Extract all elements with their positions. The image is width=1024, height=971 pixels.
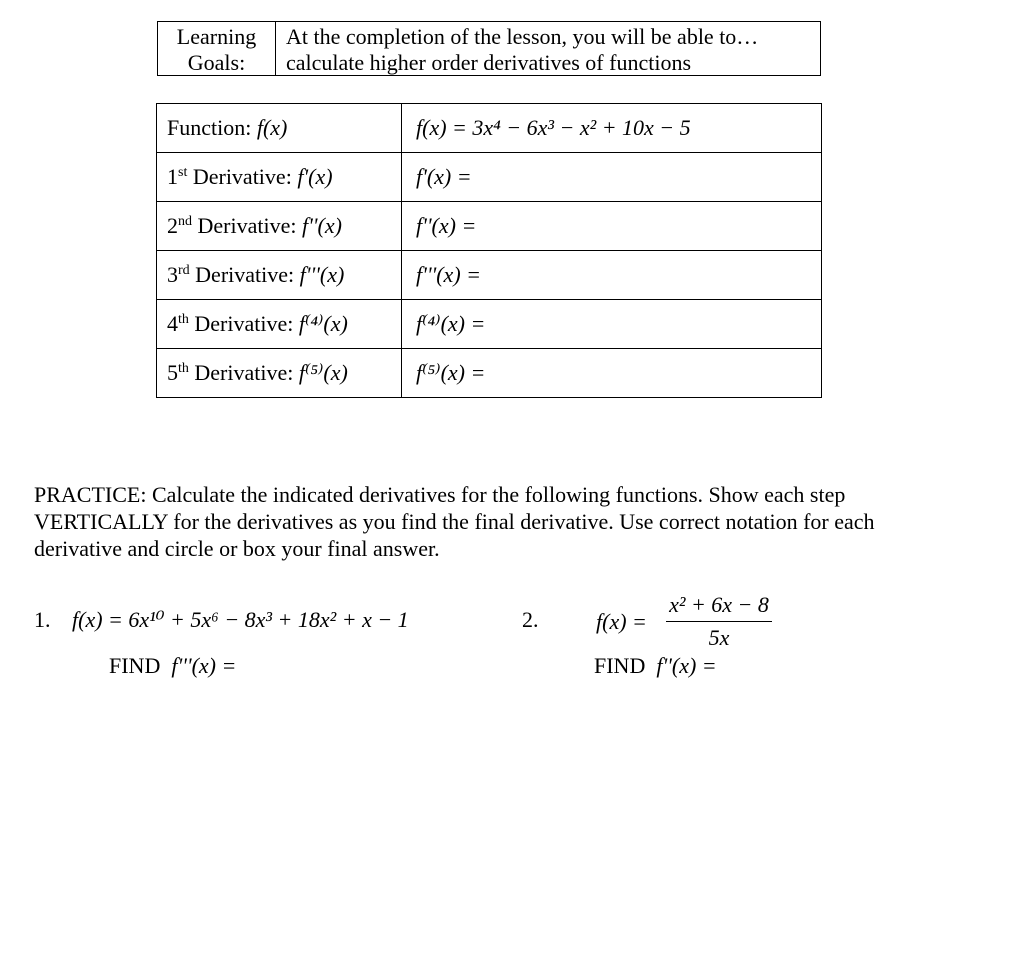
row-label xyxy=(157,251,402,300)
order-number: 2 xyxy=(167,213,178,238)
problem-1-number: 1. xyxy=(34,607,51,632)
order-label: Derivative: xyxy=(187,164,298,189)
order-label: Derivative: xyxy=(189,262,300,287)
table-row xyxy=(157,202,822,251)
problem-2-function-lhs: f(x) = xyxy=(596,609,647,634)
notation: f(x) xyxy=(256,115,288,140)
table-row xyxy=(157,300,822,349)
learning-goals-text xyxy=(276,22,820,75)
row-label xyxy=(157,300,402,349)
problem-2-fraction xyxy=(666,592,772,651)
find-expression: f'''(x) = xyxy=(171,653,237,678)
order-number: 1 xyxy=(167,164,178,189)
notation: f'(x) xyxy=(297,164,333,189)
row-label xyxy=(157,349,402,398)
row-expression: f(x) = 3x⁴ − 6x³ − x² + 10x − 5 xyxy=(402,104,822,153)
notation: f''(x) xyxy=(301,213,342,238)
fraction-numerator: x² + 6x − 8 xyxy=(666,592,772,622)
notation: f'''(x) xyxy=(299,262,345,287)
order-number: 5 xyxy=(167,360,178,385)
row-label xyxy=(157,104,402,153)
order-number: 4 xyxy=(167,311,178,336)
learning-goals-box xyxy=(157,21,821,76)
table-row xyxy=(157,104,822,153)
row-expression: f'(x) = xyxy=(402,153,822,202)
table-row xyxy=(157,251,822,300)
find-expression: f''(x) = xyxy=(656,653,717,678)
learning-goals-goal: calculate higher order derivatives of functions xyxy=(286,50,692,75)
ordinal-suffix: nd xyxy=(178,214,192,229)
row-label xyxy=(157,153,402,202)
row-expression: f'''(x) = xyxy=(402,251,822,300)
find-label: FIND xyxy=(594,653,646,678)
find-label: FIND xyxy=(109,653,161,678)
row-label xyxy=(157,202,402,251)
row-expression: f⁽⁴⁾(x) = xyxy=(402,300,822,349)
learning-goals-label: Learning Goals: xyxy=(158,22,276,75)
order-label: Derivative: xyxy=(192,213,302,238)
practice-instructions: PRACTICE: Calculate the indicated derivatives for the following functions. Show each step VERTICALLY for the derivatives as you find the final derivative. Use correct notation for each derivative and circle or box your final answer. xyxy=(34,482,875,561)
problem-1-function: f(x) = 6x¹⁰ + 5x⁶ − 8x³ + 18x² + x − 1 xyxy=(72,607,409,632)
order-label: Derivative: xyxy=(188,311,299,336)
learning-goals-intro: At the completion of the lesson, you will be able to… xyxy=(286,24,759,49)
order-number: 3 xyxy=(167,262,178,287)
problem-1-find xyxy=(109,653,236,679)
row-expression: f⁽⁵⁾(x) = xyxy=(402,349,822,398)
ordinal-suffix: th xyxy=(178,312,189,327)
table-row xyxy=(157,153,822,202)
problem-2-find xyxy=(594,653,717,679)
order-label: Function: xyxy=(167,115,257,140)
problem-2-number: 2. xyxy=(522,607,539,632)
notation: f⁽⁵⁾(x) xyxy=(298,360,348,385)
ordinal-suffix: th xyxy=(178,361,189,376)
order-label: Derivative: xyxy=(188,360,299,385)
ordinal-suffix: rd xyxy=(178,263,190,278)
ordinal-suffix: st xyxy=(178,165,188,180)
fraction-denominator: 5x xyxy=(708,625,730,650)
derivatives-table xyxy=(156,103,822,398)
notation: f⁽⁴⁾(x) xyxy=(298,311,348,336)
table-row xyxy=(157,349,822,398)
row-expression: f''(x) = xyxy=(402,202,822,251)
